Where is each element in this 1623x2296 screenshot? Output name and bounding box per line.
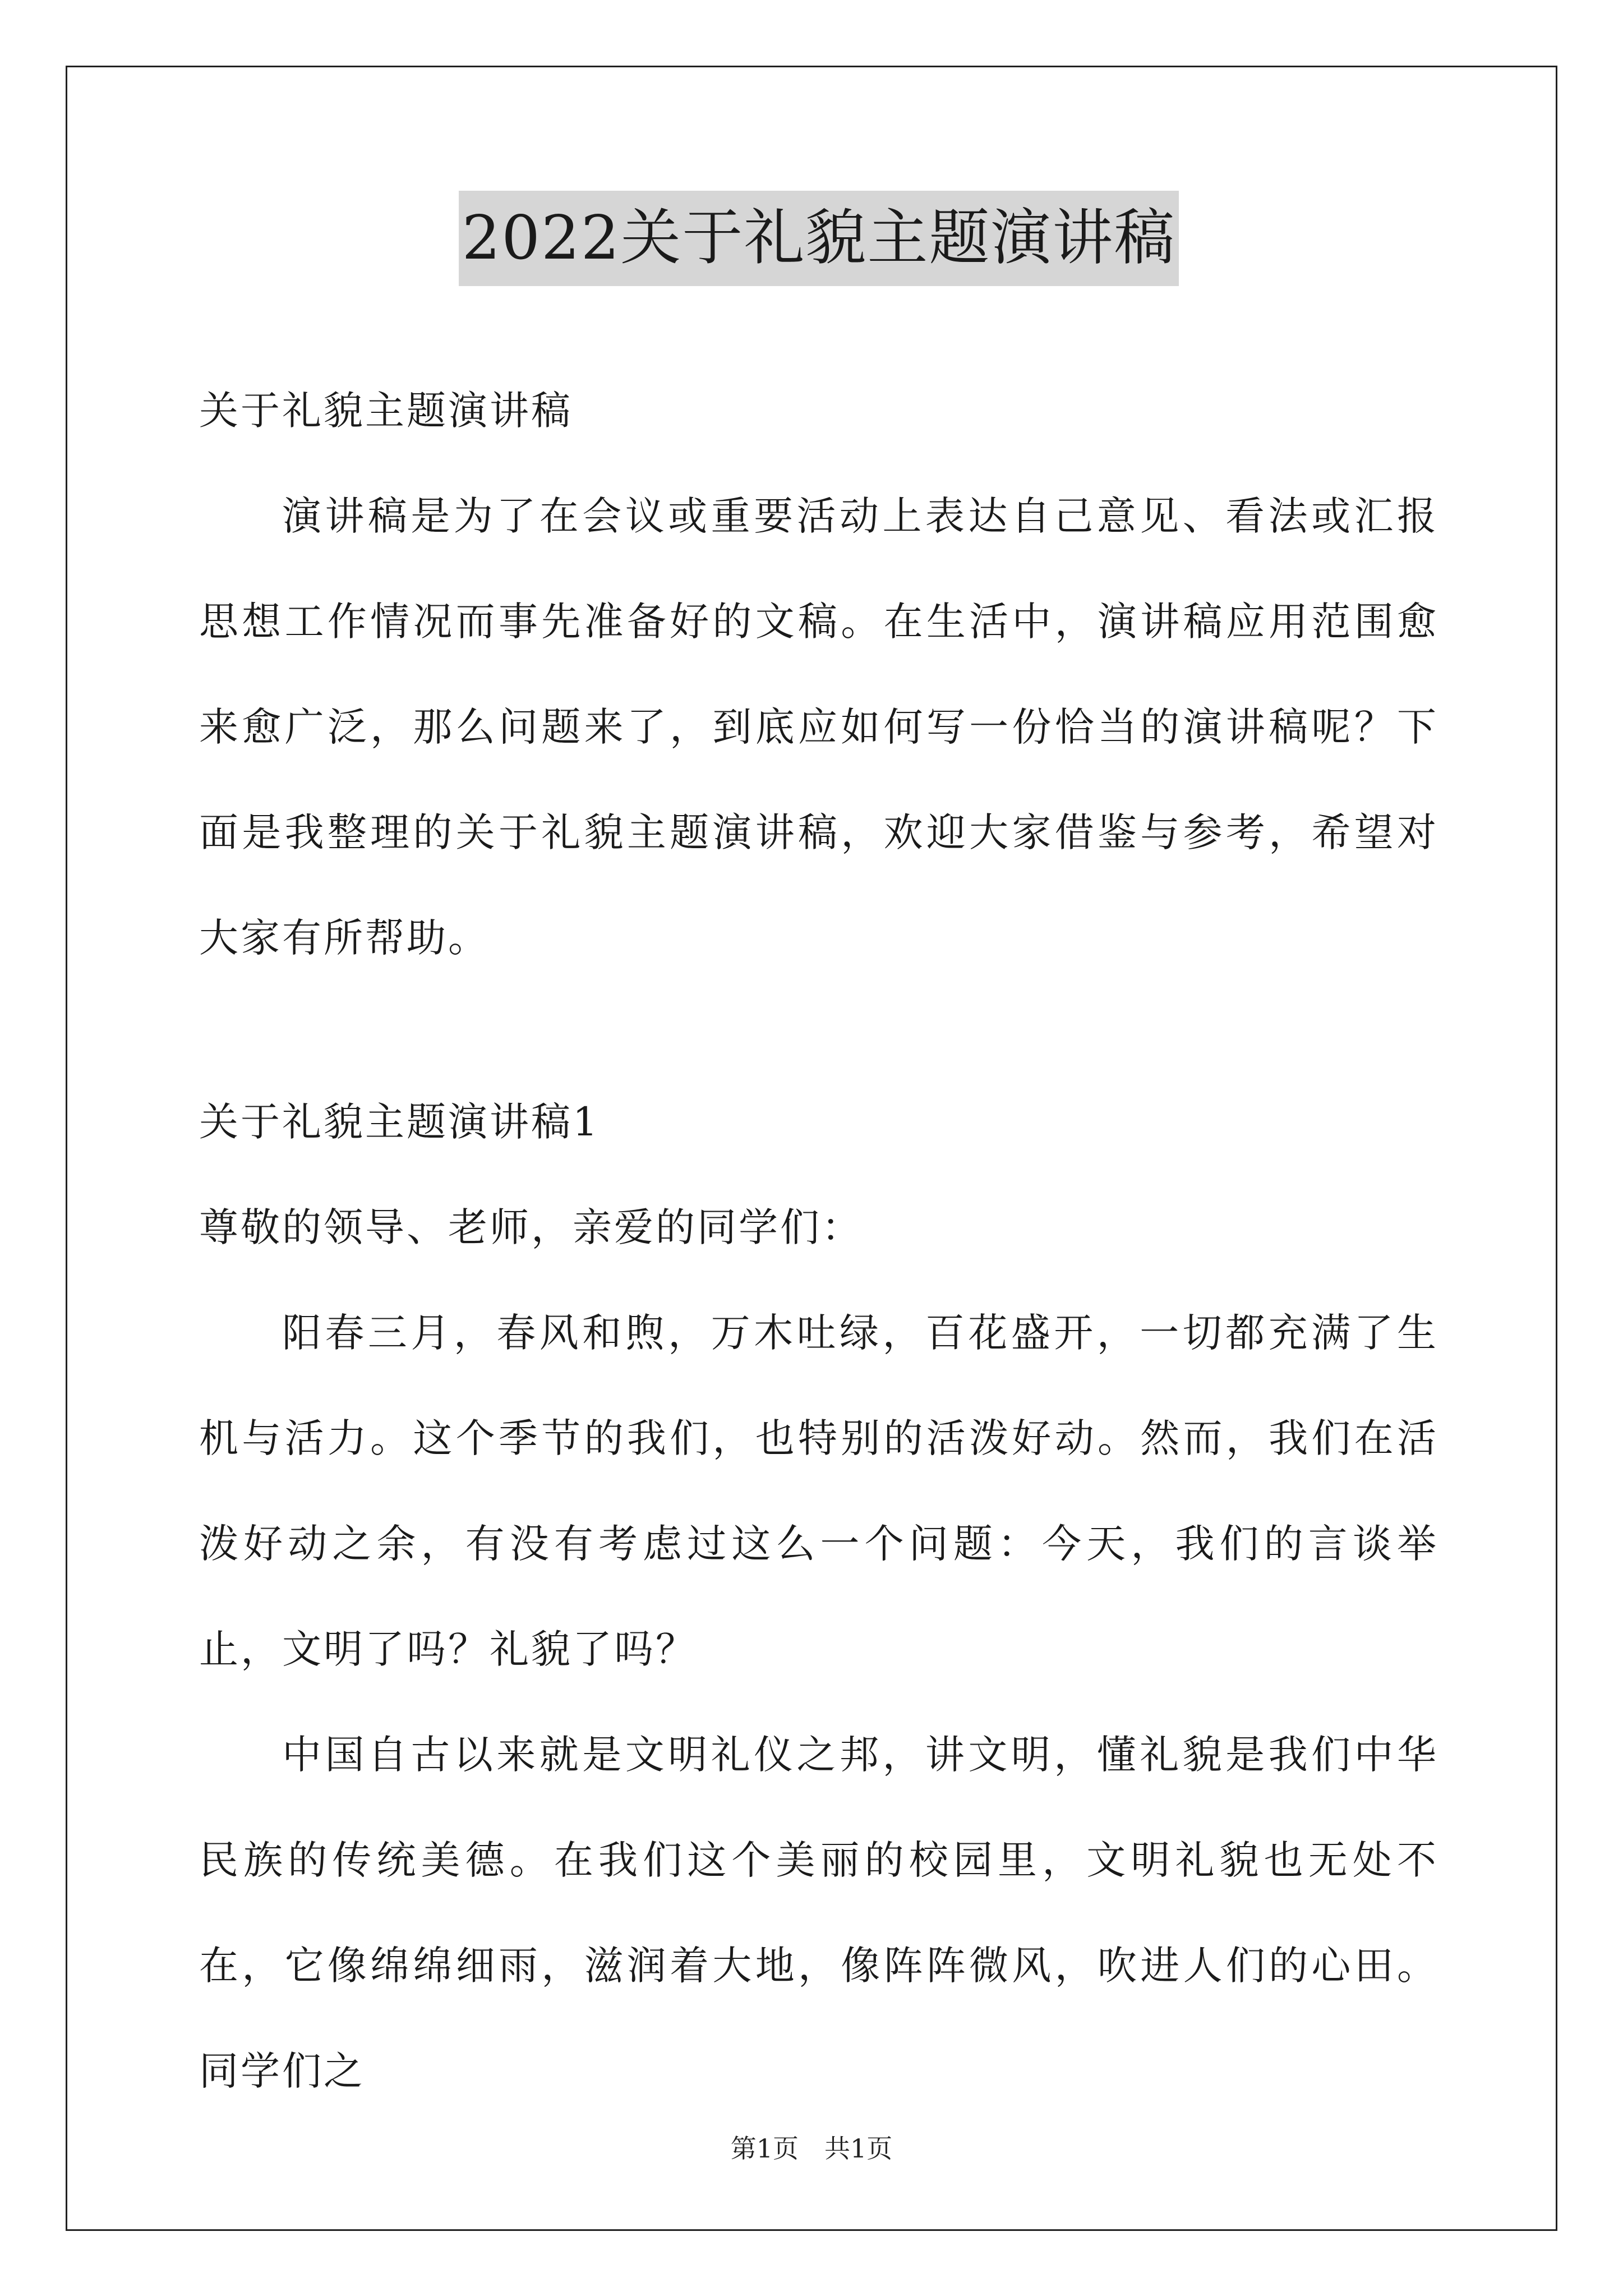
intro-paragraph: 演讲稿是为了在会议或重要活动上表达自己意见、看法或汇报思想工作情况而事先准备好的文稿。在生活中，演讲稿应用范围愈来愈广泛，那么问题来了，到底应如何写一份恰当的演讲稿呢？下面是我整理的关于礼貌主题演讲稿，欢迎大家借鉴与参考，希望对大家有所帮助。 [199, 493, 1438, 961]
document-body [199, 191, 1438, 2124]
page-footer [0, 2132, 1623, 2165]
greeting: 尊敬的领导、老师，亲爱的同学们： [199, 1204, 863, 1250]
body-paragraph-2: 中国自古以来就是文明礼仪之邦，讲文明，懂礼貌是我们中华民族的传统美德。在我们这个美丽的校园里，文明礼貌也无处不在，它像绵绵细雨，滋润着大地，像阵阵微风，吹进人们的心田。同学们之 [199, 1732, 1438, 2094]
body-paragraph-1: 阳春三月，春风和煦，万木吐绿，百花盛开，一切都充满了生机与活力。这个季节的我们，也特别的活泼好动。然而，我们在活泼好动之余，有没有考虑过这么一个问题：今天，我们的言谈举止，文明了吗？礼貌了吗？ [199, 1310, 1438, 1672]
section-heading: 关于礼貌主题演讲稿1 [199, 1099, 600, 1145]
title-wrap [199, 191, 1438, 286]
document-title: 2022关于礼貌主题演讲稿 [459, 191, 1179, 286]
section-gap [199, 991, 1438, 1069]
page-number-label: 第1页 共1页 [730, 2133, 893, 2164]
document-subtitle: 关于礼貌主题演讲稿 [199, 388, 573, 434]
